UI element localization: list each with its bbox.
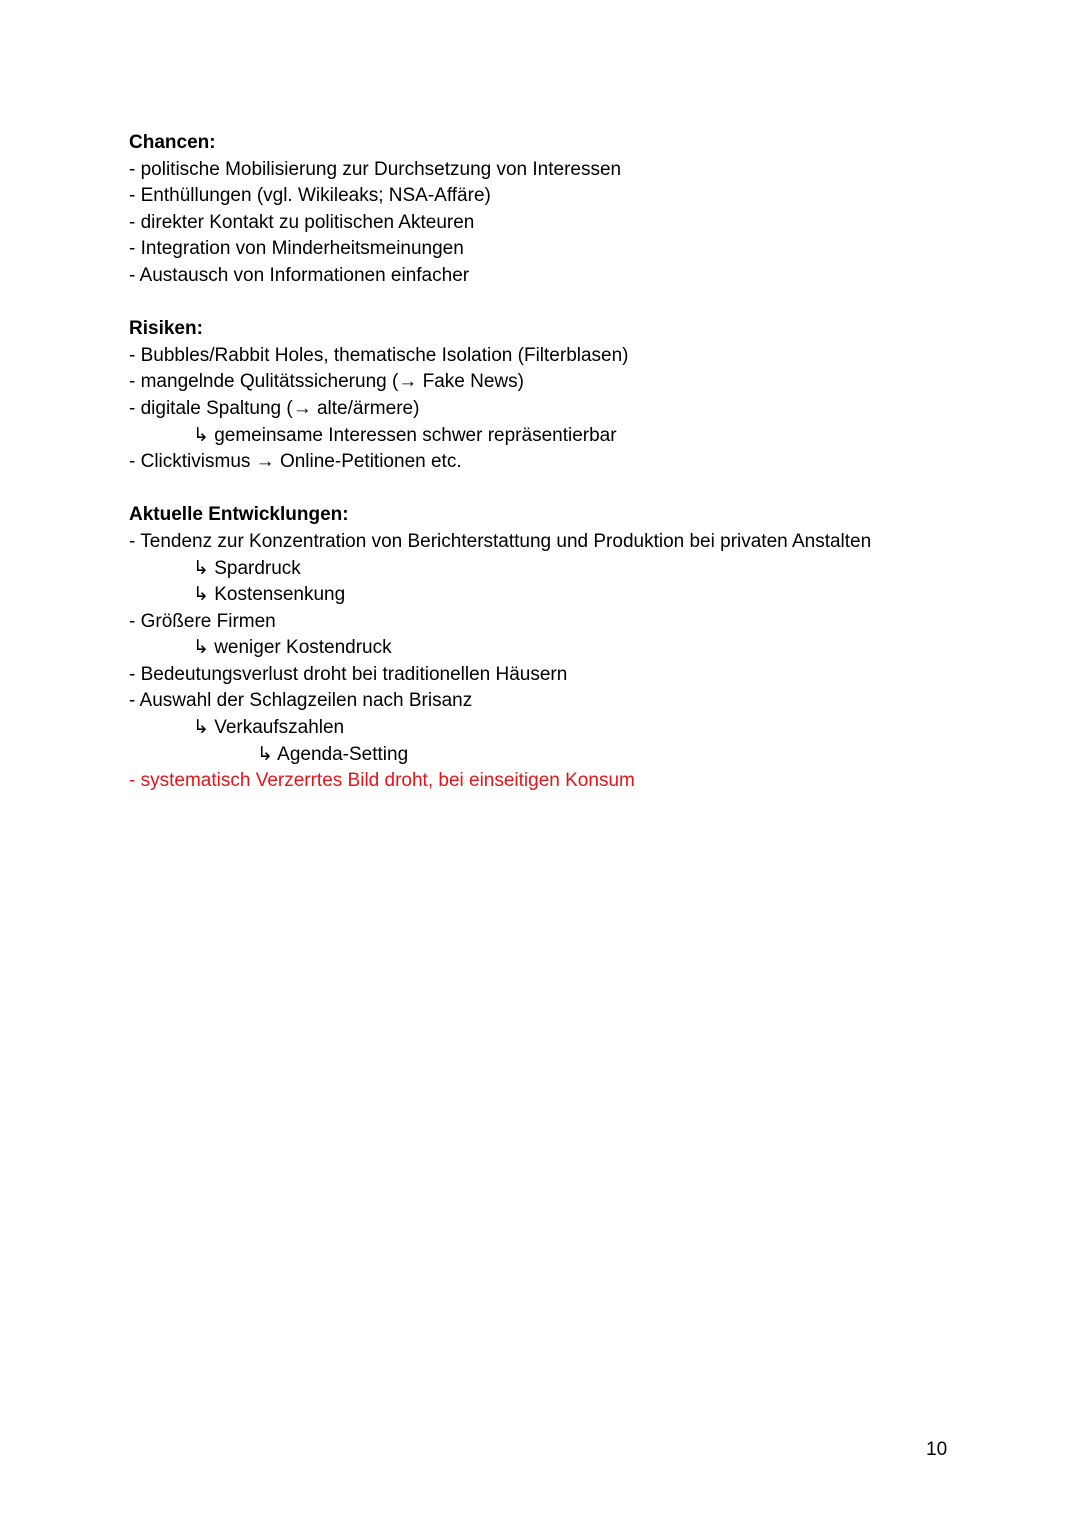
sub-list-item: ↳ Kostensenkung xyxy=(193,584,346,606)
list-item: - direkter Kontakt zu politischen Akteuren xyxy=(129,211,475,233)
list-item: - Größere Firmen xyxy=(129,610,276,632)
section-heading: Aktuelle Entwicklungen: xyxy=(129,504,349,526)
list-item: - Integration von Minderheitsmeinungen xyxy=(129,238,464,260)
section-heading: Risiken: xyxy=(129,318,203,340)
sub-list-item: ↳ gemeinsame Interessen schwer repräsentierbar xyxy=(193,424,617,446)
list-item: - Austausch von Informationen einfacher xyxy=(129,264,470,286)
list-item: - Auswahl der Schlagzeilen nach Brisanz xyxy=(129,690,473,712)
list-item: - Bubbles/Rabbit Holes, thematische Isolation (Filterblasen) xyxy=(129,344,629,366)
list-item: - Clicktivismus → Online-Petitionen etc. xyxy=(129,451,462,473)
notes-content xyxy=(129,130,1009,795)
list-item: - mangelnde Qulitätssicherung (→ Fake News) xyxy=(129,371,524,393)
sub-list-item: ↳ weniger Kostendruck xyxy=(193,637,392,659)
list-item: - politische Mobilisierung zur Durchsetzung von Interessen xyxy=(129,158,622,180)
sub-list-item: ↳ Verkaufszahlen xyxy=(193,717,345,739)
highlighted-list-item: - systematisch Verzerrtes Bild droht, bei einseitigen Konsum xyxy=(129,770,635,792)
list-item: - Enthüllungen (vgl. Wikileaks; NSA-Affäre) xyxy=(129,185,491,207)
section-chancen xyxy=(129,130,1009,290)
page-number: 10 xyxy=(926,1439,948,1460)
sub-sub-list-item: ↳ Agenda-Setting xyxy=(257,743,409,765)
list-item: - digitale Spaltung (→ alte/ärmere) xyxy=(129,397,420,419)
list-item: - Tendenz zur Konzentration von Berichterstattung und Produktion bei privaten Anstalten xyxy=(129,530,872,552)
list-item: - Bedeutungsverlust droht bei traditionellen Häusern xyxy=(129,663,568,685)
section-heading: Chancen: xyxy=(129,132,216,153)
sub-list-item: ↳ Spardruck xyxy=(193,557,301,579)
section-risiken xyxy=(129,316,1009,476)
section-aktuelle-entwicklungen xyxy=(129,502,1009,795)
